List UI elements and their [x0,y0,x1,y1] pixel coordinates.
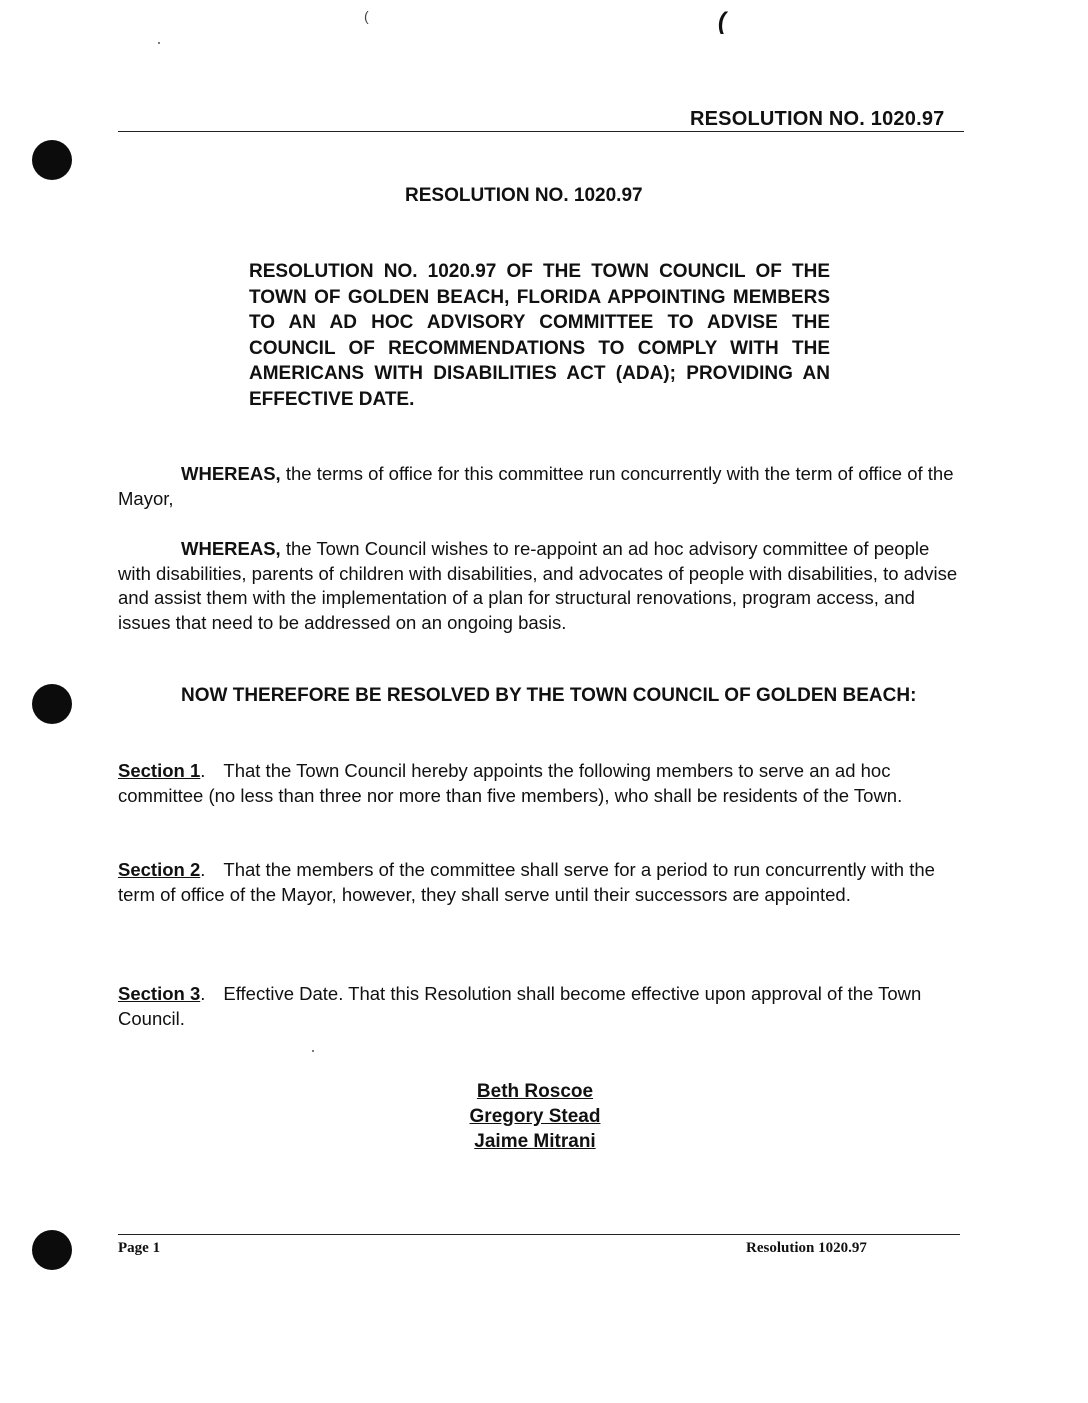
member-name: Jaime Mitrani [474,1131,596,1152]
resolved-clause [118,683,958,709]
scan-speck [158,42,160,44]
section-text: That the members of the committee shall serve for a period to run concurrently with the term of office of the Mayor, however, they shall serve until their successors are appointed. [118,859,935,905]
scan-mark: ( [364,8,369,24]
document-title: RESOLUTION NO. 1020.97 [405,185,643,206]
footer-resolution: Resolution 1020.97 [746,1240,867,1256]
whereas-paragraph-1 [118,462,958,511]
whereas-keyword: WHEREAS, [181,538,281,559]
footer-page-number: Page 1 [118,1240,161,1256]
footer-rule [118,1234,960,1235]
section-2: Section 2. That the members of the committee shall serve for a period to run concurrently with the term of office of the Mayor, however, they shall serve until their successors are appointed. [118,859,935,905]
punch-hole-middle [32,684,72,724]
scan-speck [312,1050,314,1052]
header-rule [118,131,964,132]
section-label: Section 2 [118,859,201,880]
section-text: That the Town Council hereby appoints the following members to serve an ad hoc committee (no less than three nor more than five members), who shall be residents of the Town. [118,760,903,806]
punch-hole-bottom [32,1230,72,1270]
section-3: Section 3. Effective Date. That this Resolution shall become effective upon approval of the Town Council. [118,983,922,1029]
whereas-text: the terms of office for this committee run concurrently with the term of office of the Mayor, [118,463,954,509]
whereas-text: the Town Council wishes to re-appoint an ad hoc advisory committee of people with disabilities, parents of children with disabilities, and advocates of people with disabilities, to advise and assist them with the implementation of a plan for structural renovations, program access, and issues that need to be addressed on an ongoing basis. [118,538,958,633]
member-name: Beth Roscoe [476,1081,594,1102]
scan-mark: ( [718,8,726,35]
header-resolution-number: RESOLUTION NO. 1020.97 [690,108,945,130]
section-1: Section 1. That the Town Council hereby appoints the following members to serve an ad hoc committee (no less than three nor more than five members), who shall be residents of the Town. [118,760,903,806]
punch-hole-top [32,140,72,180]
whereas-paragraph-2 [118,537,958,635]
resolution-summary: RESOLUTION NO. 1020.97 OF THE TOWN COUNCIL OF THE TOWN OF GOLDEN BEACH, FLORIDA APPOINTING MEMBERS TO AN AD HOC ADVISORY COMMITTEE TO ADVISE THE COUNCIL OF RECOMMENDATIONS TO COMPLY WITH THE AMERICANS WITH DISABILITIES ACT (ADA); PROVIDING AN EFFECTIVE DATE. [249,261,830,410]
section-text: Effective Date. That this Resolution shall become effective upon approval of the Town Council. [118,983,922,1029]
section-label: Section 1 [118,760,201,781]
member-name: Gregory Stead [469,1106,601,1127]
member-list [440,1079,630,1154]
resolved-text: NOW THEREFORE BE RESOLVED BY THE TOWN COUNCIL OF GOLDEN BEACH: [181,685,917,706]
section-label: Section 3 [118,983,201,1004]
whereas-keyword: WHEREAS, [181,463,281,484]
